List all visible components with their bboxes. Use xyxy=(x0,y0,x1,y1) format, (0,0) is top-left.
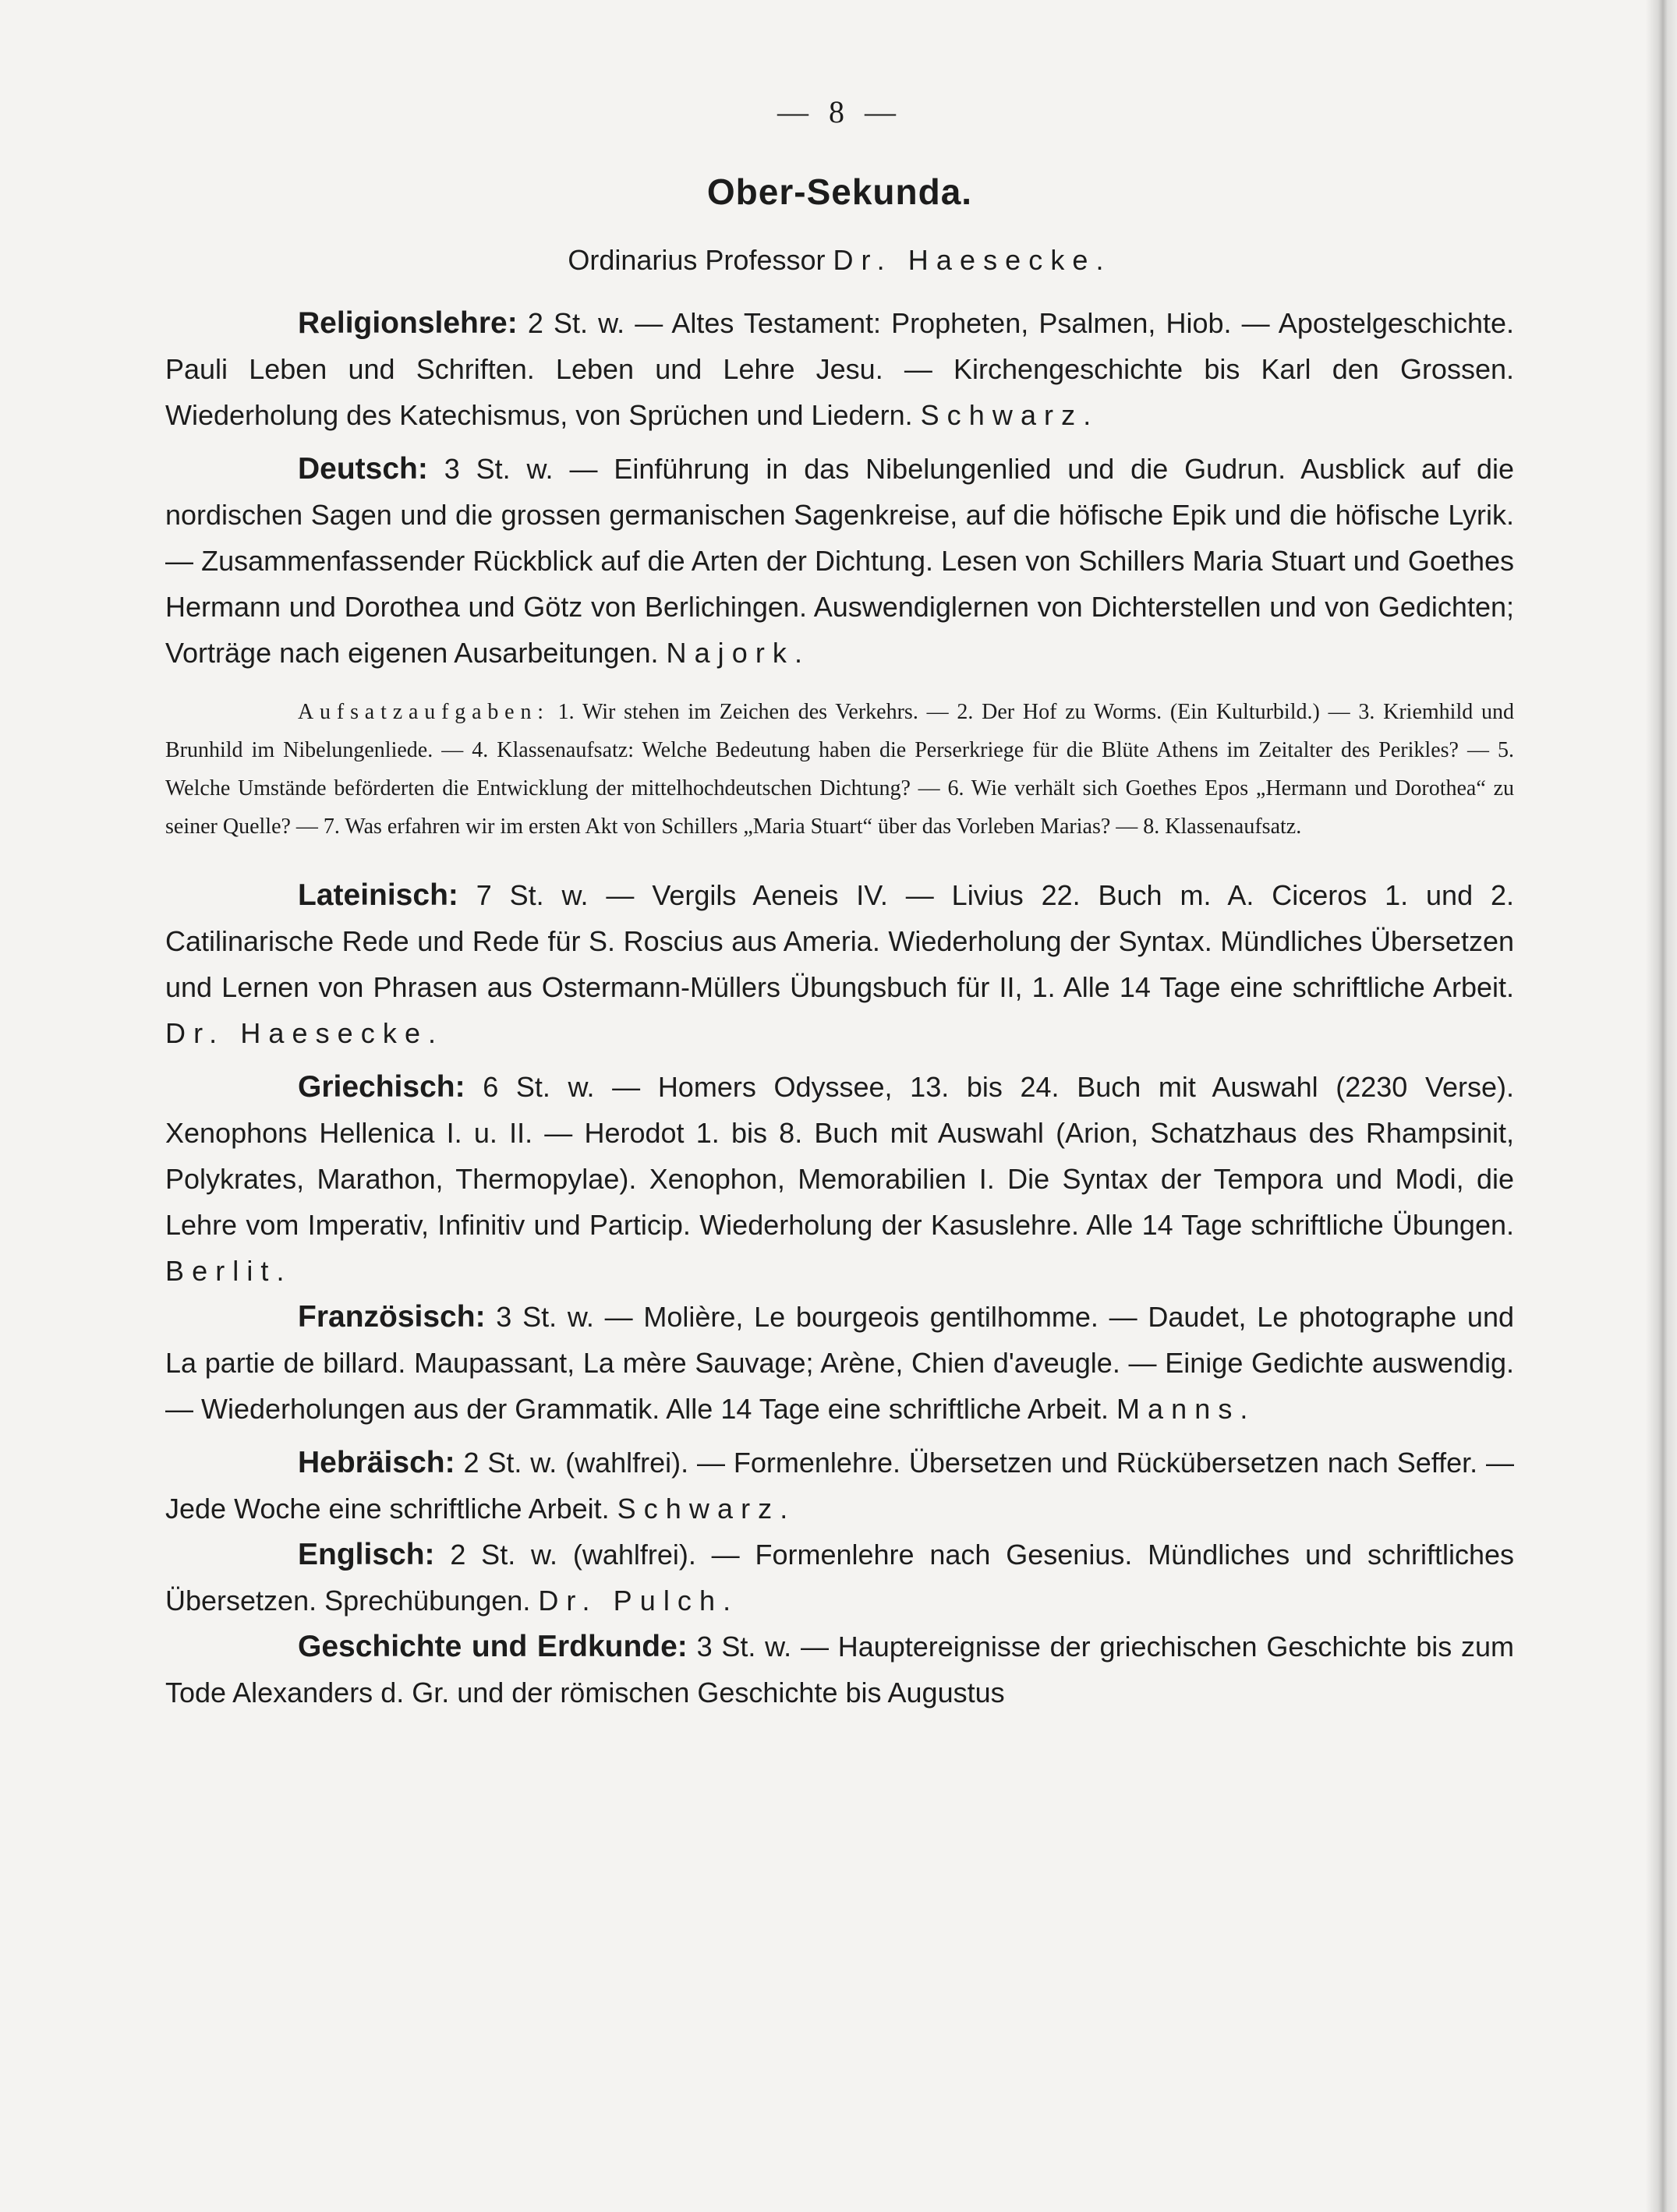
subject-text: 3 St. w. — Hauptereignisse der griechischen Geschichte bis zum Tode Alexanders d. Gr. und der römischen Geschichte bis Augustus xyxy=(165,1631,1514,1708)
teacher-name: Berlit. xyxy=(165,1255,292,1287)
subject-label: Englisch: xyxy=(298,1538,435,1571)
subject-text: 3 St. w. — Einführung in das Nibelungenlied und die Gudrun. Ausblick auf die nordischen Sagen und die grossen germanischen Sagenkreise, auf die höfische Epik und die höfische Lyrik. — Zusammenfassender Rückblick auf die Arten der Dichtung. Lesen von Schillers Maria Stuart und Goethes Hermann und Dorothea und Götz von Berlichingen. Auswendiglernen von Dichterstellen und von Gedichten; Vorträge nach eigenen Ausarbeitungen. xyxy=(165,453,1514,669)
subject-lateinisch xyxy=(165,872,1514,1056)
subject-englisch xyxy=(165,1532,1514,1624)
subject-text: 2 St. w. — Altes Testament: Propheten, Psalmen, Hiob. — Apostelgeschichte. Pauli Leben und Schriften. Leben und Lehre Jesu. — Kirchengeschichte bis Karl den Grossen. Wiederholung des Katechismus, von Sprüchen und Liedern. xyxy=(165,307,1514,431)
ordinarius-prefix: Ordinarius Professor xyxy=(568,244,833,276)
subject-label: Lateinisch: xyxy=(298,878,458,912)
teacher-name: Manns. xyxy=(1116,1393,1256,1425)
aufsatzaufgaben xyxy=(165,693,1514,846)
aufsatz-label: Aufsatzaufgaben: xyxy=(298,700,550,724)
subject-text: 2 St. w. (wahlfrei). — Formenlehre nach Gesenius. Mündliches und schriftliches Übersetzen. Sprechübungen. xyxy=(165,1539,1514,1617)
aufsatz-text: 1. Wir stehen im Zeichen des Verkehrs. — 2. Der Hof zu Worms. (Ein Kulturbild.) — 3. Kriemhild und Brunhild im Nibelungenliede. — 4. Klassenaufsatz: Welche Bedeutung haben die Perserkriege für die Blüte Athens im Zeitalter des Perikles? — 5. Welche Umstände beförderten die Entwicklung der mittelhochdeutschen Dichtung? — 6. Wie verhält sich Goethes Epos „Hermann und Dorothea“ zu seiner Quelle? — 7. Was erfahren wir im ersten Akt von Schillers „Maria Stuart“ über das Vorleben Marias? — 8. Klassenaufsatz. xyxy=(165,700,1514,839)
subject-label: Hebräisch: xyxy=(298,1446,455,1479)
teacher-name: Schwarz. xyxy=(920,399,1099,431)
subject-text: 2 St. w. (wahlfrei). — Formenlehre. Übersetzen und Rückübersetzen nach Seffer. — Jede Woche eine schriftliche Arbeit. xyxy=(165,1447,1514,1525)
subject-griechisch xyxy=(165,1064,1514,1294)
ordinarius-name: Dr. Haesecke. xyxy=(833,244,1112,276)
teacher-name: Najork. xyxy=(666,637,811,669)
subject-franzoesisch xyxy=(165,1294,1514,1432)
subject-text: 7 St. w. — Vergils Aeneis IV. — Livius 22. Buch m. A. Ciceros 1. und 2. Catilinarische Rede und Rede für S. Roscius aus Ameria. Wiederholung der Syntax. Mündliches Übersetzen und Lernen von Phrasen aus Ostermann-Müllers Übungsbuch für II, 1. Alle 14 Tage eine schriftliche Arbeit. xyxy=(165,879,1514,1003)
section-title: Ober-Sekunda. xyxy=(706,171,973,212)
subject-label: Deutsch: xyxy=(298,452,428,486)
subject-religionslehre xyxy=(165,300,1514,438)
subject-label: Französisch: xyxy=(298,1300,486,1334)
ordinarius-line xyxy=(165,244,1514,277)
subject-geschichte-erdkunde xyxy=(165,1624,1514,1716)
subject-text: 6 St. w. — Homers Odyssee, 13. bis 24. Buch mit Auswahl (2230 Verse). Xenophons Hellenica I. u. II. — Herodot 1. bis 8. Buch mit Auswahl (Arion, Schatzhaus des Rhampsinit, Polykrates, Marathon, Thermopylae). Xenophon, Memorabilien I. Die Syntax der Tempora und Modi, die Lehre vom Imperativ, Infinitiv und Particip. Wiederholung der Kasuslehre. Alle 14 Tage schriftliche Übungen. xyxy=(165,1071,1514,1241)
document-page xyxy=(165,94,1514,1716)
subject-label: Religionslehre: xyxy=(298,306,518,340)
teacher-name: Dr. Pulch. xyxy=(538,1585,739,1617)
subject-deutsch xyxy=(165,446,1514,676)
subject-hebraeisch xyxy=(165,1440,1514,1532)
page-number: — 8 — xyxy=(777,94,902,129)
teacher-name: Dr. Haesecke. xyxy=(165,1017,444,1049)
subject-label: Griechisch: xyxy=(298,1070,465,1104)
subject-label: Geschichte und Erdkunde: xyxy=(298,1630,688,1663)
page-edge-shadow xyxy=(1646,0,1677,2212)
subject-text: 3 St. w. — Molière, Le bourgeois gentilhomme. — Daudet, Le photographe und La partie de billard. Maupassant, La mère Sauvage; Arène, Chien d'aveugle. — Einige Gedichte auswendig. — Wiederholungen aus der Grammatik. Alle 14 Tage eine schriftliche Arbeit. xyxy=(165,1301,1514,1425)
teacher-name: Schwarz. xyxy=(617,1493,796,1525)
